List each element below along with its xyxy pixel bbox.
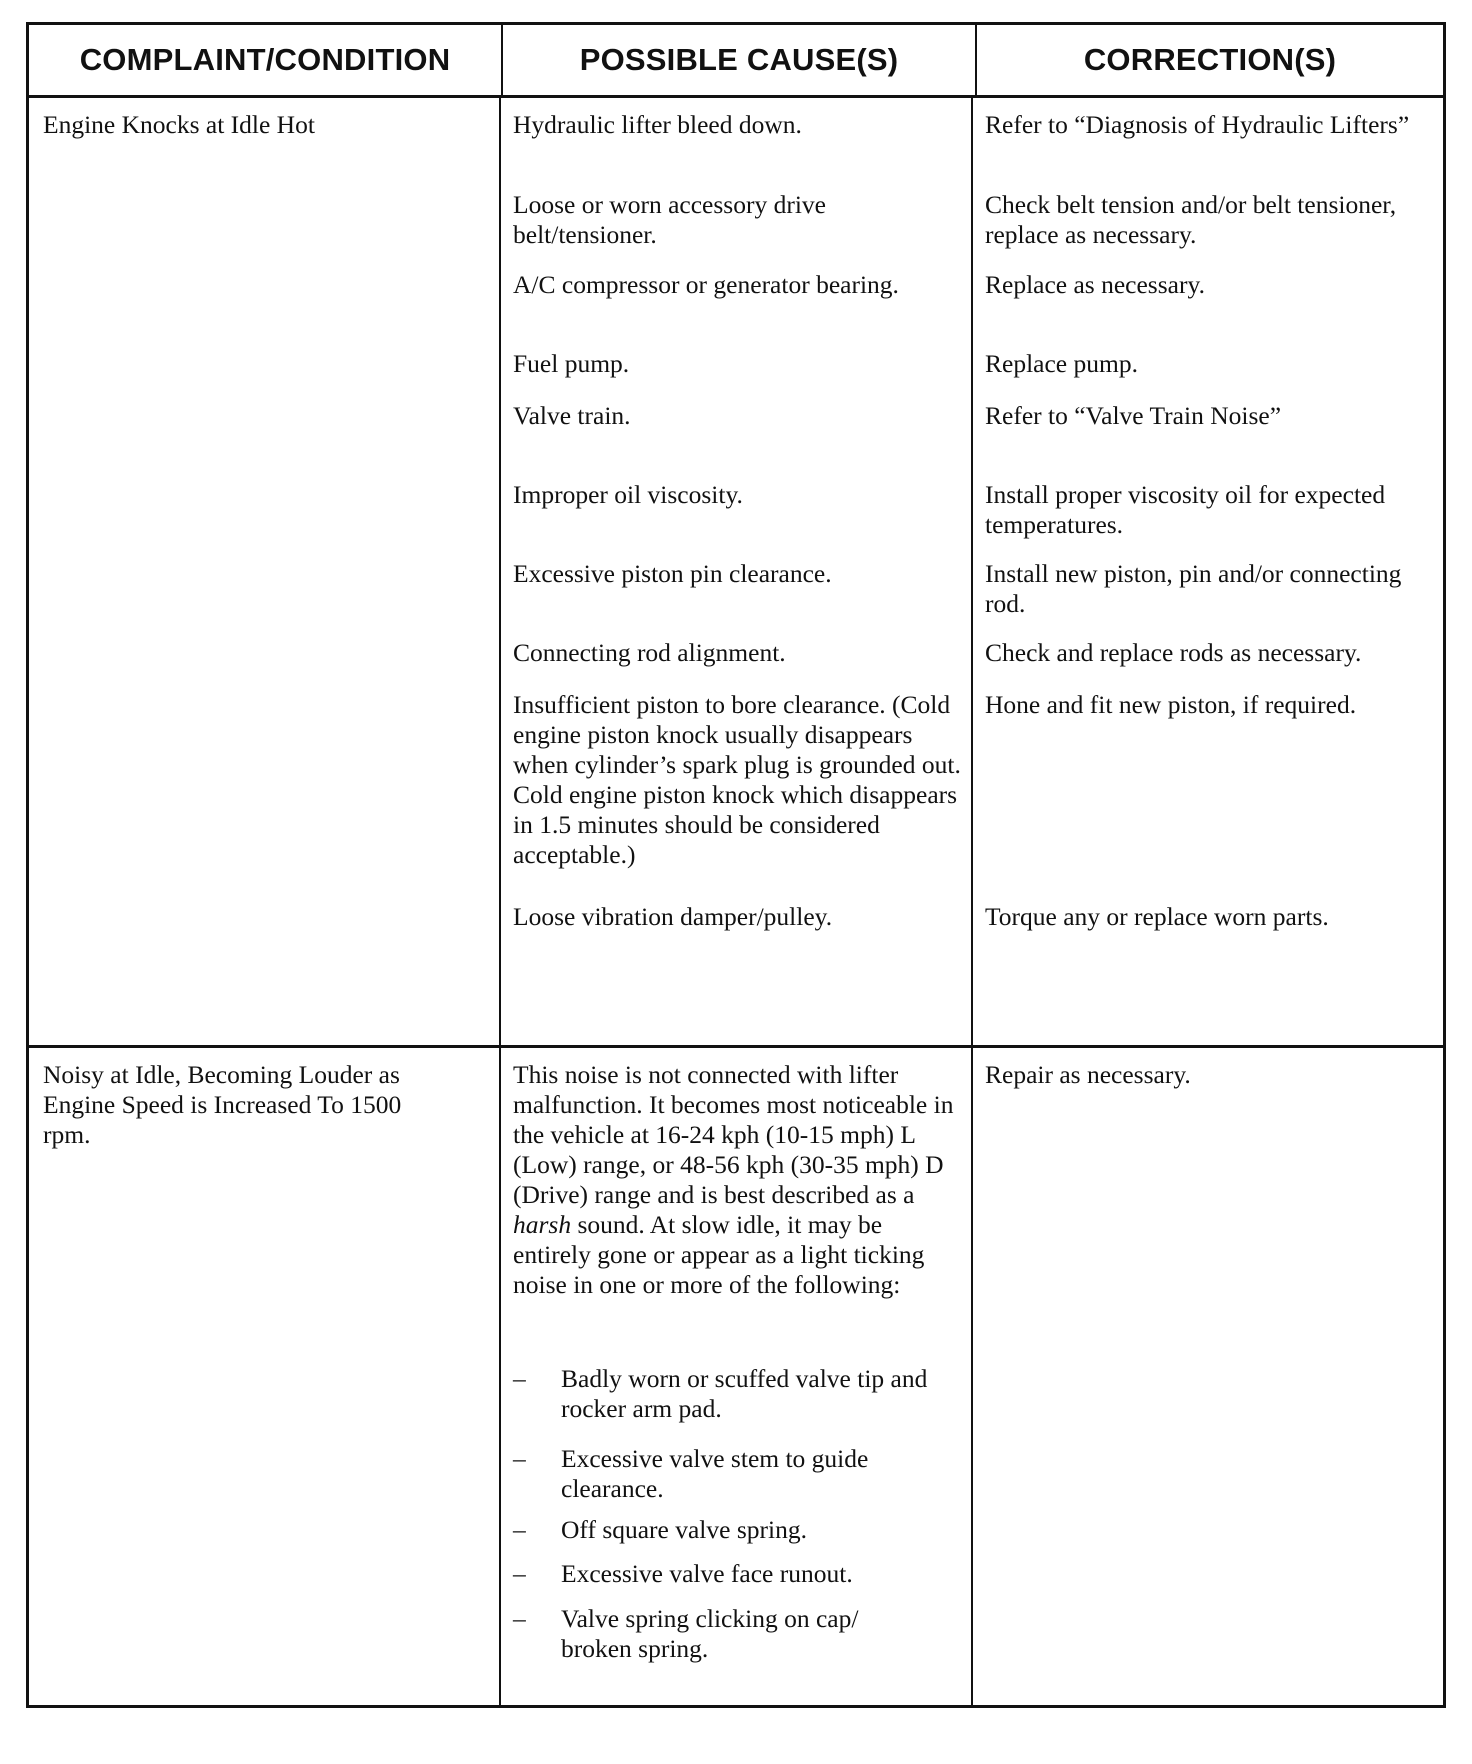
list-item <box>513 1604 963 1664</box>
list-item <box>513 1559 963 1589</box>
list-item-text: Excessive valve face runout. <box>561 1559 853 1588</box>
correction-text: Check belt tension and/or belt tensioner, replace as necessary. <box>985 190 1397 249</box>
cause-text: Excessive piston pin clearance. <box>513 559 832 588</box>
correction-text: Install new piston, pin and/or connecting rod. <box>985 559 1402 618</box>
cause-intro-emphasis: harsh <box>513 1210 572 1239</box>
dash-bullet: – <box>513 1515 526 1544</box>
correction-cell <box>973 98 1443 1045</box>
cause-text: Fuel pump. <box>513 349 630 378</box>
list-item <box>513 1444 963 1504</box>
dash-bullet: – <box>513 1604 526 1633</box>
correction-text: Install proper viscosity oil for expected temperatures. <box>985 480 1386 539</box>
list-item-text: Excessive valve stem to guide clearance. <box>561 1444 869 1503</box>
correction-cell <box>973 1048 1443 1705</box>
correction-text: Repair as necessary. <box>985 1060 1191 1089</box>
header-correction: CORRECTION(S) <box>1083 42 1337 77</box>
correction-text: Hone and fit new piston, if required. <box>985 690 1357 719</box>
list-item-text: Badly worn or scuffed valve tip and rocker arm pad. <box>561 1364 928 1423</box>
dash-bullet: – <box>513 1559 526 1588</box>
complaint-cell <box>29 1048 501 1705</box>
complaint-text: Noisy at Idle, Becoming Louder as Engine Speed is Increased To 1500 rpm. <box>43 1060 402 1149</box>
correction-text: Torque any or replace worn parts. <box>985 902 1329 931</box>
cause-cell <box>501 1048 973 1705</box>
cause-text: Connecting rod alignment. <box>513 638 786 667</box>
dash-bullet: – <box>513 1364 526 1393</box>
dash-bullet: – <box>513 1444 526 1473</box>
cause-text: Valve train. <box>513 401 631 430</box>
list-item-text: Off square valve spring. <box>561 1515 807 1544</box>
table-row <box>29 98 1443 1048</box>
correction-text: Replace as necessary. <box>985 270 1205 299</box>
complaint-cell <box>29 98 501 1045</box>
table-row <box>29 1048 1443 1705</box>
cause-text: A/C compressor or generator bearing. <box>513 270 899 299</box>
cause-text: Loose vibration damper/pulley. <box>513 902 833 931</box>
cause-intro-part-b: sound. At slow idle, it may be entirely gone or appear as a light ticking noise in one or more of the following: <box>513 1210 925 1299</box>
table-header <box>29 25 1443 98</box>
complaint-text: Engine Knocks at Idle Hot <box>43 110 315 139</box>
cause-text: Improper oil viscosity. <box>513 480 743 509</box>
header-complaint: COMPLAINT/CONDITION <box>29 25 503 95</box>
list-item <box>513 1515 963 1545</box>
cause-text: Insufficient piston to bore clearance. (Cold engine piston knock usually disappears when cylinder’s spark plug is grounded out. Cold engine piston knock which disappears in 1.5 minutes should be considered acceptable.) <box>513 690 961 869</box>
cause-text: Loose or worn accessory drive belt/tensioner. <box>513 190 826 249</box>
list-item-text: Valve spring clicking on cap/ broken spring. <box>561 1604 859 1663</box>
correction-text: Replace pump. <box>985 349 1138 378</box>
cause-intro-part-a: This noise is not connected with lifter malfunction. It becomes most noticeable in the vehicle at 16-24 kph (10-15 mph) L (Low) range, or 48-56 kph (30-35 mph) D (Drive) range and is best described as a <box>513 1060 954 1209</box>
cause-text: Hydraulic lifter bleed down. <box>513 110 802 139</box>
diagnosis-table <box>26 22 1446 1708</box>
header-cause: POSSIBLE CAUSE(S) <box>503 25 977 95</box>
list-item <box>513 1364 963 1424</box>
cause-cell <box>501 98 973 1045</box>
correction-text: Check and replace rods as necessary. <box>985 638 1362 667</box>
correction-text: Refer to “Valve Train Noise” <box>985 401 1282 430</box>
correction-text: Refer to “Diagnosis of Hydraulic Lifters” <box>985 110 1410 139</box>
cause-intro-text <box>513 1060 963 1300</box>
